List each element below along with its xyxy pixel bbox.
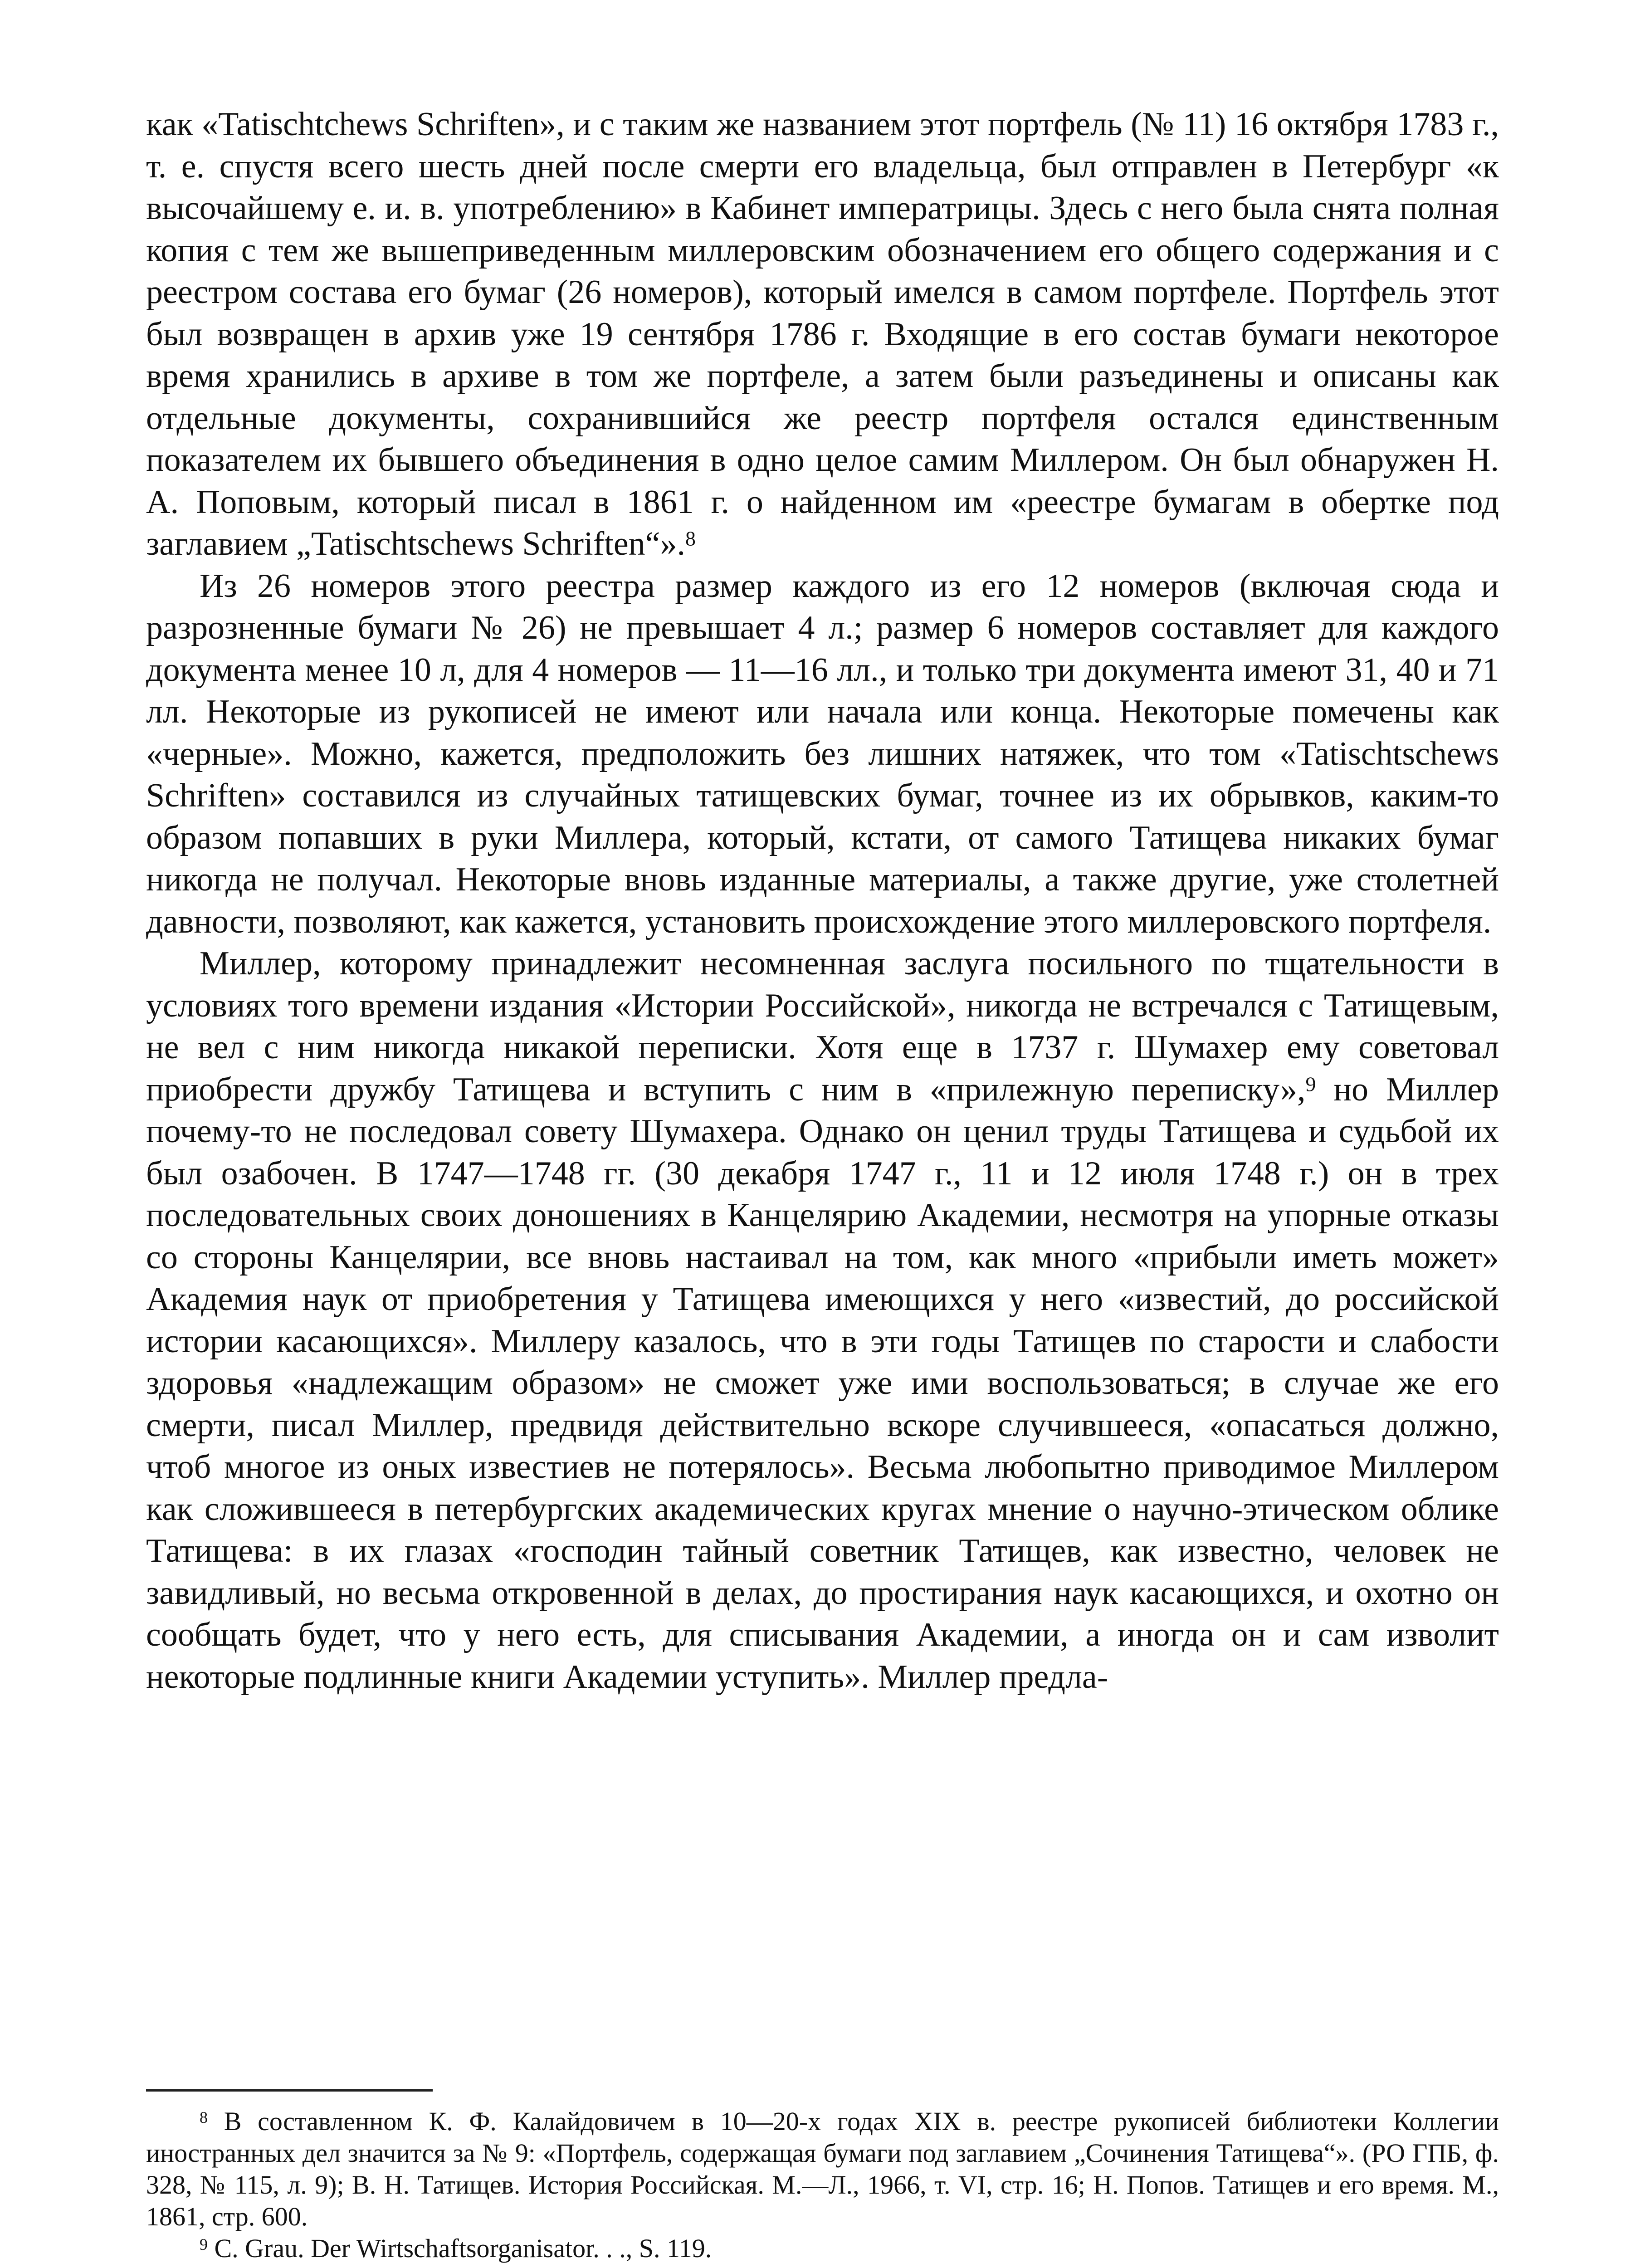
footnote-8-mark: 8 xyxy=(200,2108,208,2126)
footnote-ref-8: 8 xyxy=(685,527,696,550)
footnote-8-text: В составленном К. Ф. Калайдовичем в 10—20-х годах XIX в. реестре рукописей библиотеки Коллегии иностранных дел значится за № 9: «Портфель, содержащая бумаги под заглавием „Сочинения Татищева“». (РО ГПБ, ф. 328, № 115, л. 9); В. Н. Татищев. История Российская. М.—Л., 1966, т. VI, стр. 16; Н. Попов. Татищев и его время. М., 1861, стр. 600. xyxy=(146,2107,1499,2231)
footnote-9-mark: 9 xyxy=(200,2235,208,2253)
footnote-ref-9: 9 xyxy=(1305,1072,1316,1095)
footnote-9-text: С. Grau. Der Wirtschaftsorganisator. . ., S. 119. xyxy=(207,2234,712,2263)
paragraph-2: Из 26 номеров этого реестра размер каждого из его 12 номеров (включая сюда и разрозненные бумаги № 26) не превышает 4 л.; размер 6 номеров составляет для каждого документа менее 10 л, для 4 номеров — 11—16 лл., и только три документа имеют 31, 40 и 71 лл. Некоторые из рукописей не имеют или начала или конца. Некоторые помечены как «черные». Можно, кажется, предположить без лишних натяжек, что том «Tatischtschews Schriften» составился из случайных татищевских бумаг, точнее из их обрывков, каким-то образом попавших в руки Миллера, который, кстати, от самого Татищева никаких бумаг никогда не получал. Некоторые вновь изданные материалы, а также другие, уже столетней давности, позволяют, как кажется, установить происхождение этого миллеровского портфеля. xyxy=(146,567,1499,940)
footnote-9 xyxy=(146,2233,1499,2264)
paragraph-3 xyxy=(146,943,1499,1698)
footnotes xyxy=(146,2106,1499,2264)
paragraph-1-text: как «Tatischtchews Schriften», и с таким же названием этот портфель (№ 11) 16 октября 1783 г., т. е. спустя всего шесть дней после смерти его владельца, был отправлен в Петербург «к высочайшему е. и. в. употреблению» в Кабинет императрицы. Здесь с него была снята полная копия с тем же вышеприведенным миллеровским обозначением его общего содержания и с реестром состава его бумаг (26 номеров), который имелся в самом портфеле. Портфель этот был возвращен в архив уже 19 сентября 1786 г. Входящие в его состав бумаги некоторое время хранились в архиве в том же портфеле, а затем были разъединены и описаны как отдельные документы, сохранившийся же реестр портфеля остался единственным показателем их бывшего объединения в одно целое самим Миллером. Он был обнаружен Н. А. Поповым, который писал в 1861 г. о найденном им «реестре бумагам в обертке под заглавием „Tatischtschews Schriften“». xyxy=(146,106,1499,562)
paragraph-1 xyxy=(146,103,1499,565)
paragraph-3-text-b: но Миллер почему-то не последовал совету Шумахера. Однако он ценил труды Татищева и судьбой их был озабочен. В 1747—1748 гг. (30 декабря 1747 г., 11 и 12 июля 1748 г.) он в трех последовательных своих доношениях в Канцелярию Академии, несмотря на упорные отказы со стороны Канцелярии, все вновь настаивал на том, как много «прибыли иметь может» Академия наук от приобретения у Татищева имеющихся у него «известий, до российской истории касающихся». Миллеру казалось, что в эти годы Татищев по старости и слабости здоровья «надлежащим образом» не сможет уже ими воспользоваться; в случае же его смерти, писал Миллер, предвидя действительно вскоре случившееся, «опасаться должно, чтоб многое из оных известиев не потерялось». Весьма любопытно приводимое Миллером как сложившееся в петербургских академических кругах мнение о научно-этическом облике Татищева: в их глазах «господин тайный советник Татищев, как известно, человек не завидливый, но весьма откровенной в делах, до простирания наук касающихся, и охотно он сообщать будет, что у него есть, для списывания Академии, а иногда он и сам изволит некоторые подлинные книги Академии уступить». Миллер предла- xyxy=(146,1070,1499,1696)
footnote-8 xyxy=(146,2106,1499,2233)
footnote-separator xyxy=(146,2089,433,2092)
paragraph-3-text-a: Миллер, которому принадлежит несомненная заслуга посильного по тщательности в условиях того времени издания «Истории Российской», никогда не встречался с Татищевым, не вел с ним никогда никакой переписки. Хотя еще в 1737 г. Шумахер ему советовал приобрести дружбу Татищева и вступить с ним в «прилежную переписку», xyxy=(146,945,1499,1108)
main-text xyxy=(146,103,1499,1698)
